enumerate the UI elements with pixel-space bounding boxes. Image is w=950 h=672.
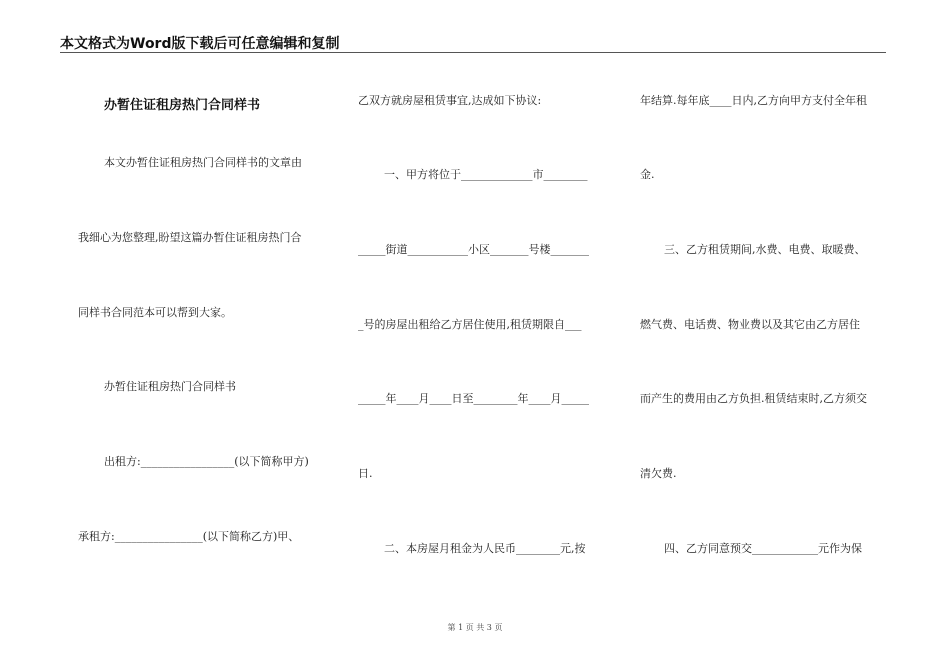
document-title: 办暂住证租房热门合同样书 — [104, 98, 261, 113]
paragraph-line: _号的房屋出租给乙方居住使用,租赁期限自___ — [358, 318, 582, 331]
paragraph-line: 本文办暂住证租房热门合同样书的文章由 — [104, 156, 302, 169]
paragraph-line: _____年____月____日至________年____月_____ — [358, 392, 589, 405]
header-title: 本文格式为Word版下载后可任意编辑和复制 — [60, 36, 340, 52]
paragraph-line: 金. — [640, 168, 655, 181]
paragraph-line: 一、甲方将位于_____________市________ — [384, 168, 588, 181]
paragraph-line: 三、乙方租赁期间,水费、电费、取暖费、 — [664, 243, 866, 256]
paragraph-line: 出租方:_________________(以下简称甲方) — [104, 455, 309, 468]
paragraph-line: 而产生的费用由乙方负担.租赁结束时,乙方须交 — [640, 392, 867, 405]
paragraph-line: 二、本房屋月租金为人民币________元,按 — [384, 542, 586, 555]
paragraph-line: 我细心为您整理,盼望这篇办暂住证租房热门合 — [78, 231, 302, 244]
header-divider — [60, 52, 886, 53]
paragraph-line: 同样书合同范本可以帮到大家。 — [78, 306, 232, 319]
paragraph-line: 四、乙方同意预交____________元作为保 — [664, 542, 862, 555]
paragraph-line: _____街道___________小区_______号楼_______ — [358, 243, 589, 256]
paragraph-line: 清欠费. — [640, 467, 677, 480]
page-number: 第 1 页 共 3 页 — [447, 623, 503, 632]
paragraph-line: 燃气费、电话费、物业费以及其它由乙方居住 — [640, 318, 860, 331]
paragraph-line: 办暂住证租房热门合同样书 — [104, 380, 236, 393]
paragraph-line: 年结算.每年底____日内,乙方向甲方支付全年租 — [640, 94, 867, 107]
paragraph-line: 承租方:________________(以下简称乙方)甲、 — [78, 530, 300, 543]
paragraph-line: 日. — [358, 467, 373, 480]
paragraph-line: 乙双方就房屋租赁事宜,达成如下协议: — [358, 94, 542, 107]
